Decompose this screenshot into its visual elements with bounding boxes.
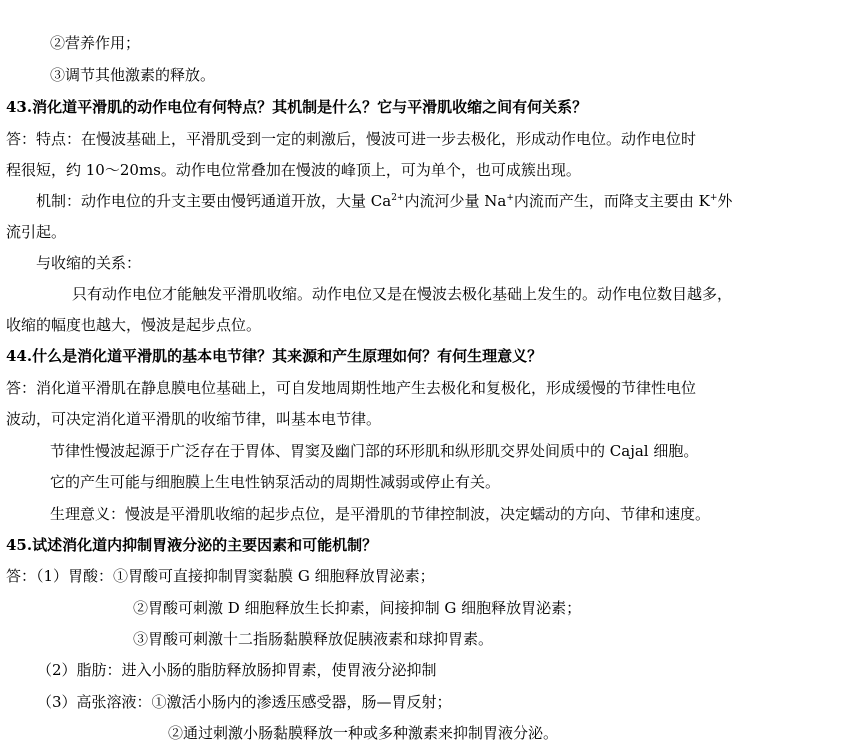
answer-line-mechanism: [0, 186, 849, 217]
superscript: +: [709, 193, 718, 203]
answer-line: （2）脂肪：进入小肠的脂肪释放肠抑胃素，使胃液分泌抑制: [37, 661, 437, 679]
answer-line: 流引起。: [6, 223, 67, 241]
answer-line: 它的产生可能与细胞膜上生电性钠泵活动的周期性减弱或停止有关。: [50, 473, 501, 491]
answer-line: ②通过刺激小肠黏膜释放一种或多种激素来抑制胃液分泌。: [168, 724, 559, 742]
answer-line: 波动，可决定消化道平滑肌的收缩节律，叫基本电节律。: [6, 410, 382, 428]
question-heading-45: 45.试述消化道内抑制胃液分泌的主要因素和可能机制？: [6, 536, 378, 554]
answer-line: 答：（1）胃酸：①胃酸可直接抑制胃窦黏膜 G 细胞释放胃泌素；: [6, 567, 435, 585]
answer-line: 只有动作电位才能触发平滑肌收缩。动作电位又是在慢波去极化基础上发生的。动作电位数目越多，: [72, 285, 733, 303]
text-segment: 机制：动作电位的升支主要由慢钙通道开放，大量 Ca: [36, 192, 392, 210]
answer-line: 答：消化道平滑肌在静息膜电位基础上，可自发地周期性地产生去极化和复极化，形成缓慢的节律性电位: [6, 379, 697, 397]
answer-line: 收缩的幅度也越大，慢波是起步点位。: [6, 316, 262, 334]
question-heading-44: 44.什么是消化道平滑肌的基本电节律？其来源和产生原理如何？有何生理意义？: [6, 347, 543, 365]
text-line: ②营养作用；: [50, 34, 141, 52]
text-segment: 外: [717, 192, 733, 210]
answer-line: ②胃酸可刺激 D 细胞释放生长抑素，间接抑制 G 细胞释放胃泌素；: [133, 599, 582, 617]
answer-line: （3）高张溶液：①激活小肠内的渗透压感受器，肠—胃反射；: [37, 693, 452, 711]
answer-line: 答：特点：在慢波基础上，平滑肌受到一定的刺激后，慢波可进一步去极化，形成动作电位。动作电位时: [6, 130, 697, 148]
answer-line: 节律性慢波起源于广泛存在于胃体、胃窦及幽门部的环形肌和纵形肌交界处间质中的 Cajal 细胞。: [50, 442, 699, 460]
answer-line: ③胃酸可刺激十二指肠黏膜释放促胰液素和球抑胃素。: [133, 630, 494, 648]
superscript: +: [506, 193, 514, 203]
text-line: ③调节其他激素的释放。: [50, 66, 216, 84]
superscript: 2+: [391, 193, 405, 203]
text-segment: 内流而产生，而降支主要由 K: [513, 192, 710, 210]
answer-line: 程很短，约 10～20ms。动作电位常叠加在慢波的峰顶上，可为单个，也可成簇出现。: [6, 161, 581, 179]
answer-line: 生理意义：慢波是平滑肌收缩的起步点位，是平滑肌的节律控制波，决定蠕动的方向、节律和速度。: [50, 505, 711, 523]
question-heading-43: 43.消化道平滑肌的动作电位有何特点？其机制是什么？它与平滑肌收缩之间有何关系？: [6, 98, 588, 116]
text-segment: 内流河少量 Na: [404, 192, 507, 210]
answer-line: 与收缩的关系：: [36, 254, 142, 272]
